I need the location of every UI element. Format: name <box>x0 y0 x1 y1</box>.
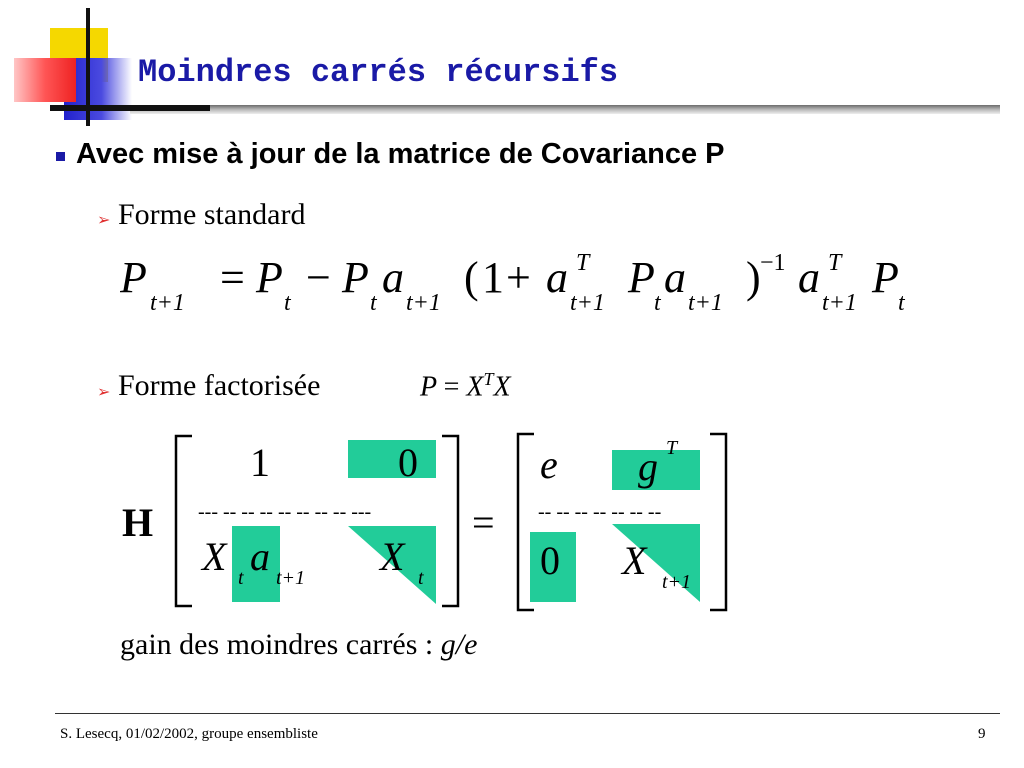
logo-square-red <box>14 58 76 102</box>
eq-sub: t+1 <box>406 290 441 316</box>
footer-divider <box>55 713 1000 714</box>
factor-P: P <box>420 371 437 403</box>
eq-a: a <box>798 253 820 302</box>
eq-one: 1 <box>482 253 504 302</box>
matrix-X: X <box>202 534 227 579</box>
eq-sub: t+1 <box>688 290 723 316</box>
gain-label: gain des moindres carrés : <box>120 628 441 661</box>
eq-P: P <box>628 253 655 302</box>
eq-sup: T <box>828 250 842 276</box>
eq-sub: t <box>654 290 661 316</box>
eq-P: P <box>872 253 899 302</box>
sub-bullet-factorised: Forme factorisée <box>118 369 321 402</box>
matrix-sub-t: t <box>418 567 424 589</box>
matrix-sup-T: T <box>666 437 678 459</box>
eq-P: P <box>256 253 283 302</box>
standard-form-equation <box>120 248 920 328</box>
factor-equals: = <box>443 371 460 403</box>
matrix-X: X <box>380 534 405 579</box>
eq-a: a <box>382 253 404 302</box>
bullet-heading: Avec mise à jour de la matrice de Covariance P <box>76 138 725 170</box>
matrix-X: X <box>622 538 647 583</box>
bracket-left-close <box>442 436 458 606</box>
matrix-equation <box>110 428 750 618</box>
gain-ratio: g/e <box>440 628 478 661</box>
eq-sup: −1 <box>760 250 786 276</box>
eq-sub: t+1 <box>150 290 185 316</box>
matrix-dashes-right: -- -- -- -- -- -- -- <box>538 501 662 523</box>
eq-a: a <box>664 253 686 302</box>
logo-vertical-line <box>86 8 90 126</box>
matrix-sub-t1: t+1 <box>662 571 692 593</box>
eq-sub: t <box>284 290 291 316</box>
factor-X: X <box>493 371 511 403</box>
factorised-formula <box>420 369 511 403</box>
eq-open-paren: ( <box>464 253 479 302</box>
factor-sup-T: T <box>483 369 494 389</box>
eq-sup: T <box>576 250 590 276</box>
footer-author: S. Lesecq, 01/02/2002, groupe ensembliste <box>60 726 318 742</box>
matrix-g: g <box>638 444 658 489</box>
matrix-dashes-left: --- -- -- -- -- -- -- -- --- <box>198 501 372 523</box>
title-underline-bar <box>130 105 1000 114</box>
matrix-zero-right: 0 <box>540 538 560 583</box>
eq-P: P <box>120 253 147 302</box>
eq-equals: = <box>220 253 245 302</box>
matrix-e: e <box>540 442 558 487</box>
highlight-zero <box>348 440 436 478</box>
arrow-bullet-icon: ➢ <box>97 210 111 229</box>
eq-P: P <box>342 253 369 302</box>
gain-text <box>120 628 477 662</box>
square-bullet-icon <box>56 152 65 161</box>
factor-X: X <box>466 371 484 403</box>
bracket-left-open <box>176 436 192 606</box>
eq-plus: + <box>506 253 531 302</box>
eq-sub: t+1 <box>570 290 605 316</box>
eq-a: a <box>546 253 568 302</box>
eq-sub: t <box>370 290 377 316</box>
eq-close-paren: ) <box>746 253 761 302</box>
slide-title: Moindres carrés récursifs <box>138 54 619 91</box>
eq-minus: − <box>306 253 331 302</box>
matrix-H: H <box>122 500 154 545</box>
matrix-equals: = <box>472 500 495 545</box>
eq-sub: t+1 <box>822 290 857 316</box>
page-number: 9 <box>978 726 986 742</box>
title-underline-black <box>50 105 210 111</box>
eq-sub: t <box>898 290 905 316</box>
matrix-one: 1 <box>250 440 270 485</box>
matrix-sub-t: t <box>238 567 244 589</box>
sub-bullet-standard: Forme standard <box>118 198 306 231</box>
matrix-zero: 0 <box>398 440 418 485</box>
matrix-a: a <box>250 534 270 579</box>
arrow-bullet-icon: ➢ <box>97 382 111 401</box>
matrix-sub-t1: t+1 <box>276 567 306 589</box>
bracket-right-close <box>710 434 726 610</box>
